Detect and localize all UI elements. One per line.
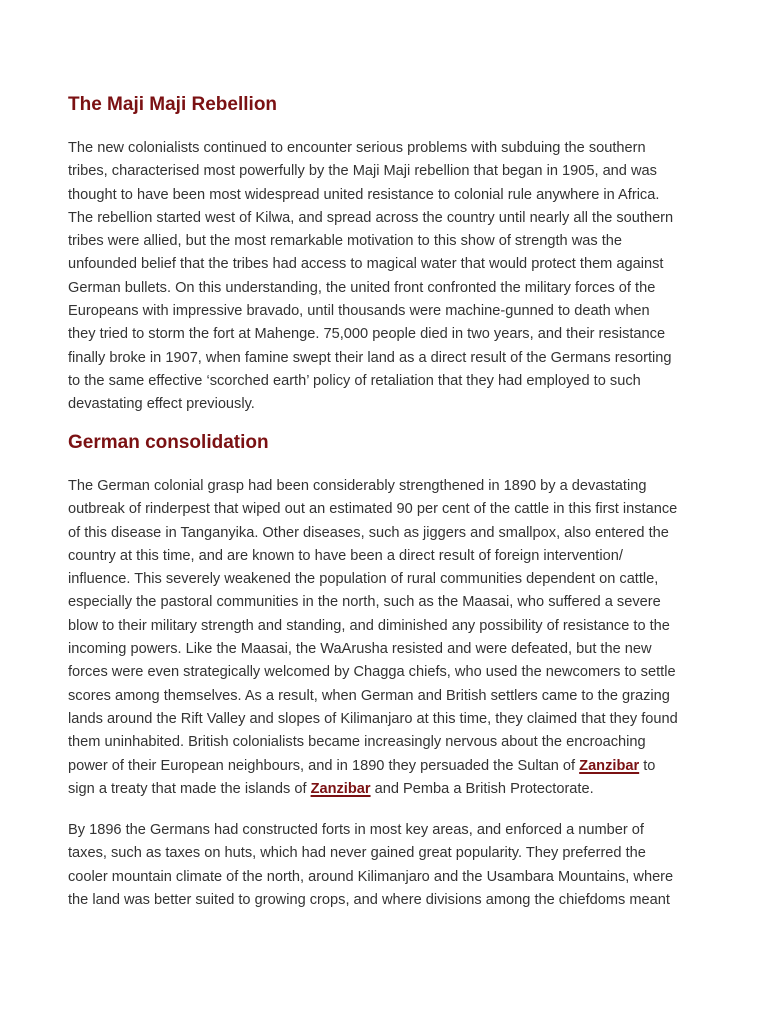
zanzibar-link[interactable]: Zanzibar [579, 757, 640, 774]
text-line: to the same effective ‘scorched earth’ policy of retaliation that they had employed to such [68, 372, 641, 389]
text-line: scores among themselves. As a result, when German and British settlers came to the grazing [68, 687, 670, 704]
text-line: especially the pastoral communities in the north, such as the Maasai, who suffered a severe [68, 594, 661, 611]
text-line-with-link [68, 755, 678, 778]
text-segment: sign a treaty that made the islands of [68, 780, 311, 797]
text-line: unfounded belief that the tribes had access to magical water that would protect them against [68, 256, 664, 273]
text-segment: power of their European neighbours, and in 1890 they persuaded the Sultan of [68, 757, 580, 774]
text-line: Europeans with impressive bravado, until thousands were machine-gunned to death when [68, 303, 650, 320]
text-line: By 1896 the Germans had constructed forts in most key areas, and enforced a number of [68, 822, 644, 838]
text-line: incoming powers. Like the Maasai, the WaArusha resisted and were defeated, but the new [68, 641, 652, 658]
text-line: lands around the Rift Valley and slopes of Kilimanjaro at this time, they claimed that they found [68, 710, 678, 727]
text-line: forces were even strategically welcomed by Chagga chiefs, who used the newcomers to settle [68, 664, 676, 681]
paragraph-german-consolidation-1 [68, 475, 678, 801]
text-line: The new colonialists continued to encounter serious problems with subduing the southern [68, 140, 646, 156]
text-line: tribes were allied, but the most remarkable motivation to this show of strength was the [68, 233, 623, 250]
text-segment: and Pemba a British Protectorate. [370, 780, 594, 797]
text-line: thought to have been most widespread united resistance to colonial rule anywhere in Africa. [68, 186, 660, 203]
section-heading-maji-maji: The Maji Maji Rebellion [68, 94, 278, 115]
text-line: finally broke in 1907, when famine swept their land as a direct result of the Germans resorting [68, 349, 672, 366]
text-line: they tried to storm the fort at Mahenge. 75,000 people died in two years, and their resistance [68, 326, 666, 343]
paragraph-maji-maji [68, 137, 673, 417]
text-line: influence. This severely weakened the population of rural communities dependent on cattle, [68, 571, 659, 588]
text-line: The German colonial grasp had been considerably strengthened in 1890 by a devastating [68, 478, 647, 494]
text-line: cooler mountain climate of the north, around Kilimanjaro and the Usambara Mountains, where [68, 868, 674, 885]
text-line: The rebellion started west of Kilwa, and spread across the country until nearly all the southern [68, 209, 674, 226]
text-line-with-link [68, 778, 678, 801]
text-line: outbreak of rinderpest that wiped out an estimated 90 per cent of the cattle in this first instance [68, 501, 678, 518]
text-line: tribes, characterised most powerfully by the Maji Maji rebellion that began in 1905, and was [68, 163, 657, 180]
text-line: taxes, such as taxes on huts, which had never gained great popularity. They preferred the [68, 845, 646, 862]
text-line: them uninhabited. British colonialists became increasingly nervous about the encroaching [68, 734, 646, 751]
text-line: German bullets. On this understanding, the united front confronted the military forces of the [68, 279, 656, 296]
zanzibar-link[interactable]: Zanzibar [310, 780, 371, 797]
section-heading-german-consolidation: German consolidation [68, 432, 269, 453]
text-line: of this disease in Tanganyika. Other diseases, such as jiggers and smallpox, also entered the [68, 524, 669, 541]
text-segment: to [639, 757, 656, 774]
text-line: the land was better suited to growing crops, and where divisions among the chiefdoms meant [68, 891, 670, 908]
paragraph-german-consolidation-2 [68, 819, 673, 912]
text-line: blow to their military strength and standing, and diminished any possibility of resistance to the [68, 617, 670, 634]
text-line: country at this time, and are known to have been a direct result of foreign intervention/ [68, 547, 623, 564]
text-line: devastating effect previously. [68, 396, 255, 413]
